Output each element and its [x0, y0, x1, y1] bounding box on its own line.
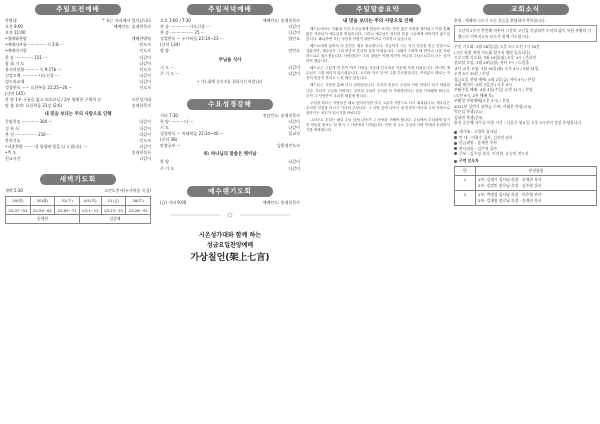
dawn-day-cell: 30(화): [30, 197, 55, 206]
order-person: 다같이: [139, 60, 151, 66]
dawn-leader-right: 김종채: [79, 215, 150, 224]
order-item: •파송찬양 ······· 내 평생에 빛을 다 드립니다 ···: [5, 143, 87, 149]
dawn-ref-cell: 22:54~62: [30, 206, 55, 215]
news-item: 성금요일 찬양 예배: 4월 2일(금) 저녁 9시 / 본당: [454, 76, 536, 82]
service-key: 헌금위원: [459, 140, 474, 146]
order-person: 다같이: [139, 78, 151, 84]
order-person: 인도자: [139, 66, 151, 72]
bullet-icon: [454, 147, 457, 150]
dawn-day-cell: 4/1(목): [79, 197, 101, 206]
order-person: 다같이: [288, 24, 300, 30]
dawn-day-cell: 31(수): [55, 197, 80, 206]
friday-leader: 예배인도: 송재천목사: [262, 199, 300, 205]
dawn-time: 새벽 5:30: [5, 188, 23, 194]
order-item: •경배와찬양: [5, 36, 27, 42]
column-evening-service: [160, 0, 300, 424]
order-item: (신약 38): [160, 137, 178, 143]
order-item: 찬 양 ·········· 다 ···: [160, 118, 194, 124]
dawn-day-cell: 21(금): [101, 197, 126, 206]
order-item: 성경봉독 ··· 마태복음 22:34~40 ···: [160, 131, 224, 137]
dawn-prayer-info: [5, 188, 151, 194]
order-person: 다같이: [288, 30, 300, 36]
order-person: 말인도: [288, 48, 300, 54]
dawn-ref-cell: 23:13~25: [101, 206, 126, 215]
service-value: 김주성 목사, 이지현, 유승민 전도사: [470, 150, 529, 156]
order-person: 인도자: [139, 48, 151, 54]
order-item: 오전 11:00: [5, 30, 26, 36]
order-item: 친교시간: [5, 155, 21, 161]
service-sep: :: [473, 145, 478, 151]
evening-sermon-subtitle: 주님을 식사: [218, 57, 242, 63]
order-item: 찬 양 1부 구름을 뚫고 떠오르니 / 2부 영원한 구원의 문: [5, 97, 102, 103]
order-item: 기 도 ···: [160, 64, 175, 70]
order-person: 예배찬양팀: [131, 36, 151, 42]
sermon-summary-header: 주일말씀요약: [335, 4, 421, 15]
news-item: (고난 특별 새벽 기도회 참가자 명단 있습니다): [454, 49, 531, 55]
column-morning-service: [5, 0, 151, 424]
leaders-num: 2: [455, 190, 476, 205]
sermon-paragraph: 베드로는 그렇게 한 선이 여러 사람들 가운데 부끄러운 가운데 서게 되었습니다. 하지만 예수님은 그를 버리지 않으셨습니다. 오히려 다시 한 번 그를 부르셨습니다. 여러분도 때로는 자신의 믿음이 작다고 느낄 때가 있습니다.: [306, 66, 450, 81]
order-item: 오후 3:00 / 7:30: [160, 18, 191, 23]
order-item: 찬 송 ·············· 사도신경 ···: [160, 24, 210, 30]
evening-service-order: [160, 18, 300, 55]
morning-service-order-2: [5, 119, 151, 162]
order-item: 말씀공부 ···: [160, 143, 181, 149]
wednesday-study-title: 위: 하나님의 말씀은 옛이날: [203, 152, 257, 158]
order-person: 전담인도: 송재천목사: [262, 112, 300, 118]
order-item: •예배의기원: [5, 48, 27, 54]
church-news-list: [454, 44, 597, 125]
order-item: 응답찬송 ············· 304 ···: [5, 119, 53, 125]
order-person: 말인도: [288, 36, 300, 42]
friday-prayer-info: [160, 200, 300, 206]
dawn-prayer-header: 새벽기도회: [40, 174, 116, 185]
sermon-paragraph: 베드로에서는 부활절 기간 초주들에게 한동안 보이는 풍만 많은 표현을 행하였고 이를 통해 많은 사람들이 예수님을 믿었습니다. 그러나 예수님은 당신의 몸을 그들에게 의탁하지 않으셨습니다. 왜냐하면 모든 사람을 아셨기 때문이라고 기록하고 있습니다.: [306, 27, 450, 42]
good-friday-line-3: 가상칠언(架上七言): [190, 252, 270, 263]
order-person: 인도자: [139, 85, 151, 91]
service-sep: :: [470, 129, 474, 135]
order-row: [160, 48, 300, 54]
dawn-leader: 고린도전서(누가복음 묵상): [104, 188, 151, 194]
order-person: 다같이: [139, 131, 151, 137]
bullet-icon: [454, 131, 457, 134]
dawn-day-cell: 29(월): [6, 197, 31, 206]
service-value: 김주원 집사: [477, 145, 497, 151]
order-person: 다같이: [288, 70, 300, 76]
sermon-summary-title: 내 믿음 보다는 주의 사랑으로 인해: [342, 19, 414, 24]
order-person: 송재천목사: [131, 149, 151, 155]
dawn-leader-left: 송재천: [6, 215, 80, 224]
order-item: 봉 헌 ················· 216 ···: [5, 131, 51, 137]
order-row: [5, 103, 151, 109]
service-key: 주보: [459, 150, 467, 156]
news-item: 프로그램 기도회: 3월 29일(월) 오후 4시 / 온라인: [454, 55, 537, 61]
order-person: 다같이: [288, 165, 300, 171]
service-sep: :: [473, 140, 478, 146]
news-item: 오전 5시 30분 / 본당: [454, 71, 490, 77]
bullet-icon: [454, 142, 457, 145]
leaders-header-row: [455, 166, 597, 175]
news-item: (오전 9시, 2부 예배 후): [454, 92, 494, 98]
dawn-leaders-row: [6, 215, 151, 224]
service-key: 안 내: [459, 134, 468, 140]
wednesday-study-header: 수요성경강해: [187, 99, 273, 110]
order-item: 성 찬 식: [5, 125, 20, 131]
order-person: 다같이: [139, 125, 151, 131]
order-item: 말 씀: [160, 48, 169, 54]
ornament-divider-icon: [160, 210, 300, 220]
morning-sermon-title: 내 믿음 보다는 주의 사랑으로 인해: [44, 112, 112, 118]
church-news-box: 고난의 1주가 충만해 비추어 그분의 고난을 묵상하며 우리의 삶이 복된 부활의 기쁨으로 이어지도록 모두가 함께 기도합시다.: [454, 25, 597, 42]
leaders-col-text: 봉헌위원: [476, 166, 597, 175]
dawn-ref-cell: 22:47~53: [6, 206, 31, 215]
order-item: 찬 송 ·············· 151 ···: [5, 54, 48, 60]
order-item: 성경봉독 ······ 요한복음 21:25~26 ···: [5, 85, 73, 91]
order-person: 예배인도: 송재천목사: [262, 18, 300, 23]
column-church-news: [454, 0, 597, 424]
dawn-ref-cell: 23:26~31: [126, 206, 151, 215]
order-person: 인도자: [139, 42, 151, 48]
good-friday-line-2: 성금요일찬양예배: [206, 241, 254, 249]
order-row: [160, 143, 300, 149]
service-row: [454, 151, 597, 156]
service-assignments: [454, 129, 597, 156]
news-item: 교사 교육 모임: 3월 30일(화) 오후 4시 / 3월 31일: [454, 65, 539, 71]
news-item: 선교팀 모임: 3월 29일(월) 저녁 7시 / 드림홀: [454, 60, 529, 66]
order-person: 다같이: [139, 155, 151, 161]
morning-service-order: [5, 18, 151, 109]
leaders-text: 1부: 김재기 집사님 목장 · 송재천 목사 2부: 김정민 장로님 목장 · 김주원 집사: [476, 175, 597, 190]
leaders-num: 1: [455, 175, 476, 190]
order-item: 주 기 도: [160, 165, 175, 171]
evening-service-order-2: [160, 65, 300, 77]
leaders-heading-text: 구역 인도자: [459, 158, 479, 164]
bullet-icon: [454, 152, 457, 155]
order-person: 다같이: [139, 119, 151, 125]
leaders-text: 1부: 박명성 집사님 목장 · 이은영 권사 2부: 김재원 장로님 목장 · 송재천 목사: [476, 190, 597, 205]
good-friday-announcement: [160, 231, 300, 265]
friday-prayer-header: 예수랜기도회: [187, 186, 273, 197]
order-item: •축 도: [5, 149, 17, 155]
dawn-ref-cell: 23:1~12: [79, 206, 101, 215]
evening-note: * 기도회에 순서지를 접하시기 바랍니다: [197, 78, 263, 84]
order-item: •예배의부름 ·············· 시 2:8 ···: [5, 42, 64, 48]
leaders-heading: [454, 158, 597, 163]
order-person: 김원재전도사: [276, 143, 300, 149]
news-item: 2021년 상반기 장학금 수여: 이태온 학생(고3): [454, 103, 532, 109]
leaders-row: [455, 175, 597, 190]
dawn-prayer-table: [5, 196, 151, 224]
wednesday-study-order-2: [160, 159, 300, 171]
order-person: 예배인도: 송재천목사: [113, 24, 151, 30]
order-person: 시온성가대: [131, 97, 151, 103]
order-person: * 표는 자리에서 일어납니다: [102, 18, 151, 23]
order-person: 인도자: [139, 137, 151, 143]
dawn-day-cell: 28(토): [126, 197, 151, 206]
order-item: 찬 양: [160, 159, 169, 165]
column-sermon-summary: [306, 0, 450, 424]
service-sep: :: [467, 134, 472, 140]
bullet-icon: [454, 136, 457, 139]
morning-service-header: 주일오전예배: [35, 4, 121, 15]
church-news-intro: 환영 : 예배에 나오신 모든 분들을 환영하며 축복합니다.: [454, 18, 546, 23]
order-item: 성경봉독 ··· 누가복음 22:14~23 ···: [160, 36, 224, 42]
order-person: 다같이: [288, 159, 300, 165]
service-sep: :: [466, 150, 471, 156]
evening-service-header: 주일저녁예배: [187, 4, 273, 15]
leaders-col-num: 번: [455, 166, 476, 175]
news-item: 부활주일 예배: 4월 4일(주일) 오전 11시 / 본당: [454, 87, 533, 93]
service-value: 송재천 목사: [477, 140, 497, 146]
news-item: 교회 데이트: 4월 3일(토) 오후 9시: [454, 82, 512, 88]
order-item: 기 도: [160, 125, 169, 131]
order-item: 찬 송 ·················· 25 ···: [160, 30, 205, 36]
dawn-ref-cell: 22:63~71: [55, 206, 80, 215]
order-item: 성도의교제: [5, 78, 25, 84]
leaders-table: [454, 166, 597, 206]
sermon-paragraph: 베드로는 사랑을 통해 다시 일어났습니다. 우리의 믿음도 주님의 사랑 안에서 다시 세워집니다. 우리가 주님을 사랑하는 것보다 주님이 우리를 더 사랑하신다는 것을 기억해야 합니다. 오직 그 사랑만이 우리를 새롭게 합니다.: [306, 83, 450, 98]
service-value: 고경희 집사님: [473, 129, 497, 135]
sermon-paragraph: 베드로에게 있어서 이 순간은 매우 중요합니다. 지금까지 그는 자기 자신을 믿는 믿음으로 살았지만, 예수님은 그의 믿음이 흔들릴 것을 아셨습니다. 그래서 그에게 세 번이나 나를 사랑하느냐고 물으셨습니다. 사랑한다는 그의 대답은 이제 자신이 아니라 주님으로부터 오는 것이어야 했습니다.: [306, 44, 450, 64]
order-row: [160, 71, 300, 77]
dawn-refs-row: [6, 206, 151, 215]
sermon-summary-body: [306, 27, 450, 133]
order-person: 다같이: [288, 118, 300, 124]
order-person: 다같이: [139, 54, 151, 60]
order-item: (신약 145): [5, 91, 25, 97]
order-item: 오전 9:00: [5, 24, 23, 30]
order-person: 다같이: [288, 64, 300, 70]
order-item: 주 기 도 ···: [160, 70, 180, 76]
news-item: 주일 기도회: 3월 28일(일) 오후 3시 오전 7시 30분: [454, 44, 540, 50]
order-person: 다같이: [288, 125, 300, 131]
news-item: 통천 공동체 사무실 이용 시간 : 다음주 월요일 오후 2시부터 정상 운영합니다.: [454, 119, 583, 125]
good-friday-line-1: 시온성가대와 함께 하는: [198, 231, 262, 239]
order-person: 다같이: [139, 143, 151, 149]
order-item: 신앙고백 ············ 사도신경 ···: [5, 72, 59, 78]
news-item: 부활절 연합예배(오후 2시) / 본당: [454, 98, 510, 104]
order-row: [5, 156, 151, 162]
order-person: 설교자: [288, 131, 300, 137]
news-item: 박준섭 학생(고1): [454, 109, 483, 115]
church-news-header: 교회소식: [483, 4, 569, 15]
service-key: 봉사위원: [459, 145, 474, 151]
order-item: 찬양대: [5, 18, 17, 23]
order-item: 봉헌기도: [5, 137, 21, 143]
leaders-row: [455, 190, 597, 205]
friday-time: (금) 저녁 9:00: [160, 199, 187, 205]
order-item: 용서의말씀 ·········· 눅 9:17b ···: [5, 66, 62, 72]
service-key: 새가족: [459, 129, 471, 135]
order-item: (신약 134): [160, 42, 180, 48]
news-item: 김하연 학생(중3): [454, 114, 483, 120]
service-value: 이용수 집사, 김서연 권사: [471, 134, 513, 140]
order-item: 저녁 7:30: [160, 112, 178, 118]
order-item: 참 회 기 도: [5, 60, 25, 66]
wednesday-study-order: [160, 113, 300, 150]
bullet-icon: [454, 160, 457, 163]
order-person: 다같이: [139, 72, 151, 78]
dawn-days-row: [6, 197, 151, 206]
order-person: 송재천목사: [131, 103, 151, 109]
sermon-paragraph: 그러므로 우리는 매일 주님 앞에 나아가 그 사랑을 구해야 합니다. 주님께서 우리에게 맡기신 양들을 돌보는 일 역시 그 사랑에서 시작됩니다. 이번 한 주도 주님의 사랑 안에서 승리하시기를 축복합니다.: [306, 117, 450, 132]
sermon-paragraph: 주님을 따르는 사람들은 때로 넘어지지만 결국 그분의 사랑으로 다시 회복됩니다. 예수님은 우리의 약함을 아시고 기다려 주십니다. 그 사랑 앞에 나아가 내 믿음이 아니라 주의 사랑으로 살아가는 성도가 되시기를 바랍니다.: [306, 100, 450, 115]
order-row: [160, 166, 300, 172]
order-item: 말 씀 요약: 요한복음 21장 (2:6): [5, 103, 63, 109]
